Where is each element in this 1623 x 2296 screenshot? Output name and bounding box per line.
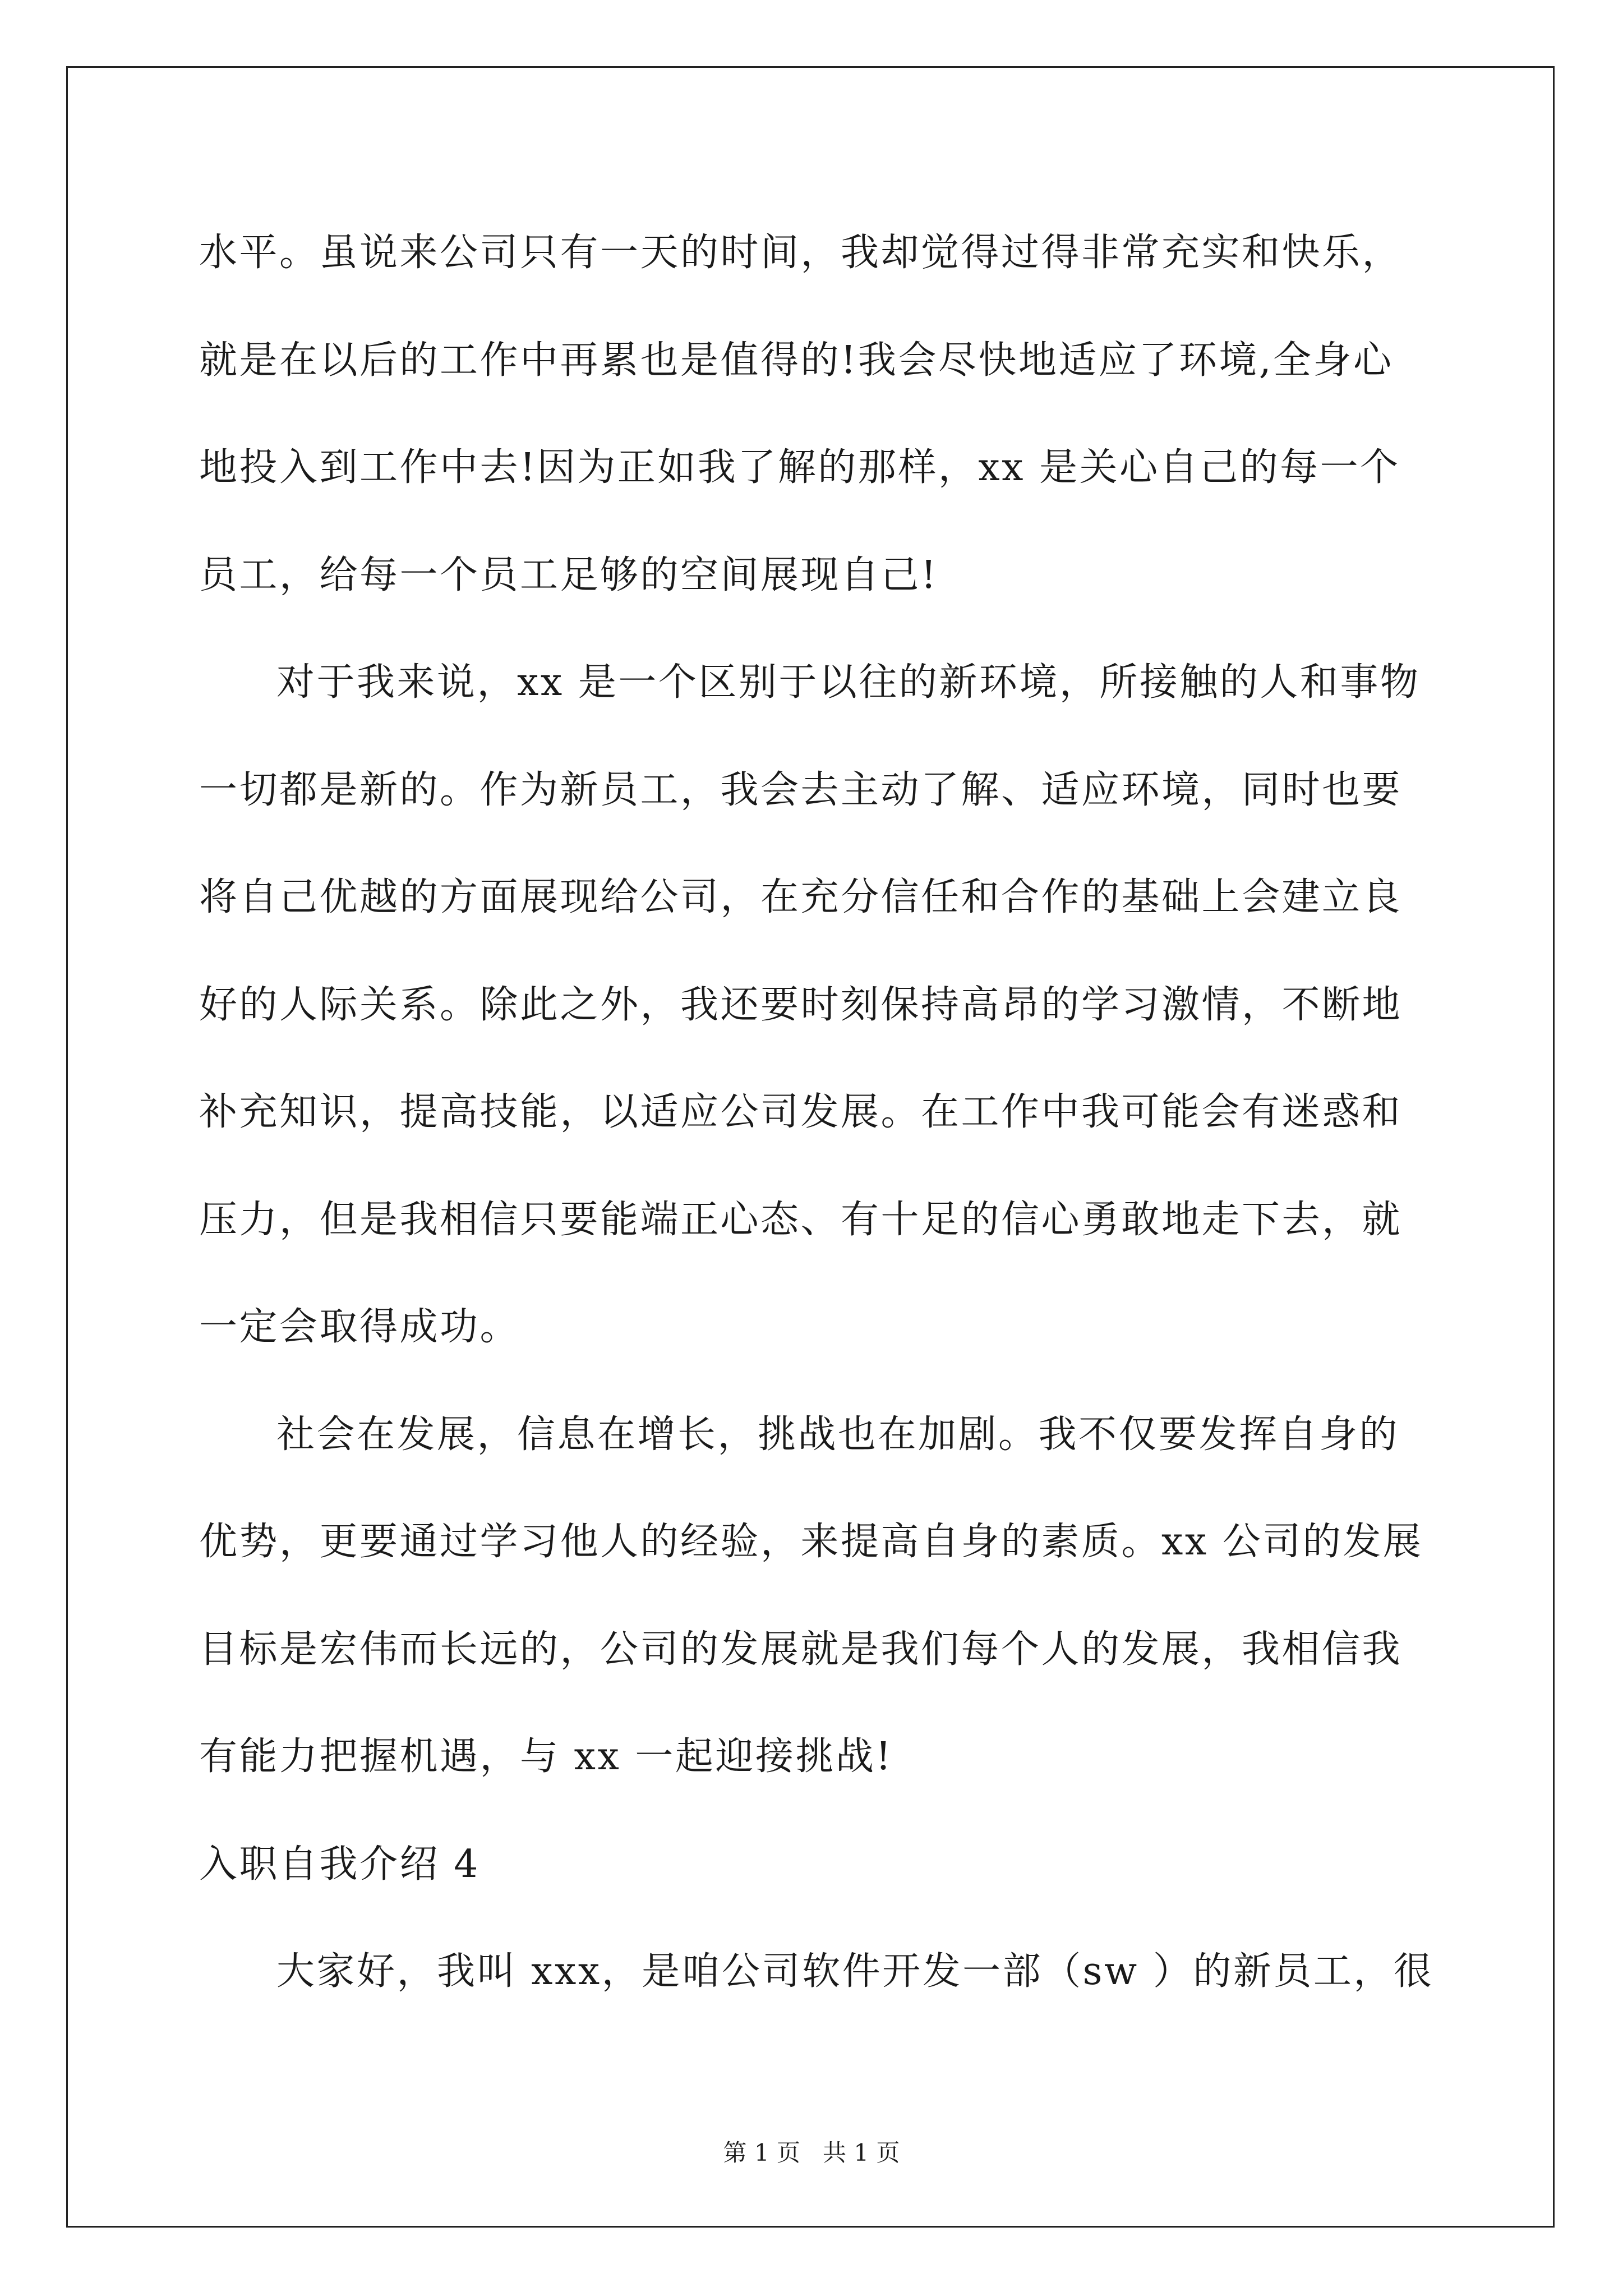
page-footer <box>0 2136 1623 2170</box>
text-line: 一切都是新的。作为新员工，我会去主动了解、适应环境，同时也要 <box>199 767 1403 812</box>
text-line: 优势，更要通过学习他人的经验，来提高自身的素质。xx 公司的发展 <box>199 1520 1423 1564</box>
text-line: 补充知识，提高技能，以适应公司发展。在工作中我可能会有迷惑和 <box>199 1090 1403 1134</box>
page-number-label: 第 1 页 共 1 页 <box>723 2139 900 2166</box>
text-line: 一定会取得成功。 <box>199 1305 520 1349</box>
paragraph-start-line: 对于我来说，xx 是一个区别于以往的新环境，所接触的人和事物 <box>276 660 1421 705</box>
text-line: 将自己优越的方面展现给公司，在充分信任和合作的基础上会建立良 <box>199 875 1403 919</box>
document-body <box>199 199 1434 2026</box>
paragraph-start-line: 社会在发展，信息在增长，挑战也在加剧。我不仅要发挥自身的 <box>276 1412 1400 1457</box>
text-line: 地投入到工作中去!因为正如我了解的那样，xx 是关心自己的每一个 <box>199 445 1400 490</box>
text-line: 有能力把握机遇，与 xx 一起迎接挑战! <box>199 1734 893 1779</box>
text-line: 目标是宏伟而长远的，公司的发展就是我们每个人的发展，我相信我 <box>199 1627 1403 1672</box>
text-line: 员工，给每一个员工足够的空间展现自己! <box>199 553 938 597</box>
text-line: 好的人际关系。除此之外，我还要时刻保持高昂的学习激情，不断地 <box>199 982 1403 1027</box>
paragraph-start-line: 大家好，我叫 xxx，是咱公司软件开发一部（sw ）的新员工，很 <box>276 1949 1434 1994</box>
section-heading: 入职自我介绍 4 <box>199 1842 480 1887</box>
text-line: 压力，但是我相信只要能端正心态、有十足的信心勇敢地走下去，就 <box>199 1197 1403 1242</box>
text-line: 就是在以后的工作中再累也是值得的!我会尽快地适应了环境,全身心 <box>199 338 1394 383</box>
text-line: 水平。虽说来公司只有一天的时间，我却觉得过得非常充实和快乐， <box>199 231 1403 275</box>
